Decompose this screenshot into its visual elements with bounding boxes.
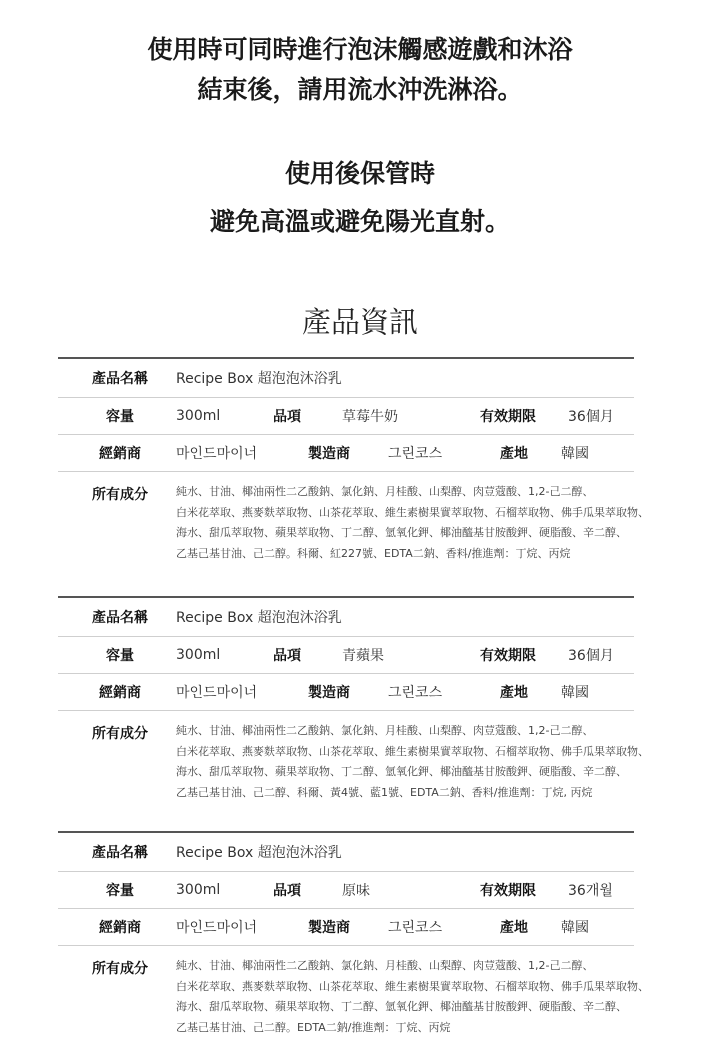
row-volume	[58, 398, 634, 435]
product-name: Recipe Box 超泡泡沐浴乳	[176, 371, 342, 387]
row-distributor	[58, 909, 634, 946]
row-volume	[58, 637, 634, 674]
row-ingredients	[58, 946, 649, 1038]
origin-value: 韓國	[561, 920, 589, 936]
label-volume: 容量	[106, 648, 134, 664]
label-origin: 產地	[500, 685, 528, 701]
label-distributor: 經銷商	[99, 685, 141, 701]
label-origin: 產地	[500, 920, 528, 936]
expiry-value: 36개월	[568, 883, 613, 899]
label-item: 品項	[273, 883, 301, 899]
ingredients-list	[176, 946, 649, 1038]
label-name: 產品名稱	[92, 610, 148, 626]
item-value: 草莓牛奶	[342, 409, 398, 425]
ingredients-line: 海水、甜瓜萃取物、蘋果萃取物、丁二醇、氫氧化鉀、椰油醯基甘胺酸鉀、硬脂酸、辛二醇、	[176, 765, 627, 779]
ingredients-line: 海水、甜瓜萃取物、蘋果萃取物、丁二醇、氫氧化鉀、椰油醯基甘胺酸鉀、硬脂酸、辛二醇、	[176, 1000, 627, 1014]
label-volume: 容量	[106, 883, 134, 899]
label-name: 產品名稱	[92, 845, 148, 861]
label-expiry: 有效期限	[480, 883, 536, 899]
ingredients-line: 純水、甘油、椰油兩性二乙酸鈉、氯化鈉、月桂酸、山梨醇、肉荳蔻酸、1,2-己二醇、	[176, 485, 594, 498]
row-volume	[58, 872, 634, 909]
storage-notice	[0, 150, 720, 246]
label-ingredients: 所有成分	[92, 487, 148, 503]
label-ingredients: 所有成分	[92, 726, 148, 742]
ingredients-line: 乙基己基甘油、己二醇、科爾、黃4號、藍1號、EDTA二鈉、香料/推進劑：丁烷, 丙烷	[176, 785, 593, 799]
distributor-value: 마인드마이너	[176, 446, 258, 462]
label-item: 品項	[273, 409, 301, 425]
label-name: 產品名稱	[92, 371, 148, 387]
usage-notice	[0, 30, 720, 110]
row-distributor	[58, 674, 634, 711]
maker-value: 그린코스	[388, 920, 443, 936]
label-volume: 容量	[106, 409, 134, 425]
volume-value: 300ml	[176, 408, 221, 424]
label-maker: 製造商	[308, 685, 350, 701]
ingredients-line: 純水、甘油、椰油兩性二乙酸鈉、氯化鈉、月桂酸、山梨醇、肉荳蔻酸、1,2-己二醇、	[176, 724, 594, 737]
label-expiry: 有效期限	[480, 409, 536, 425]
distributor-value: 마인드마이너	[176, 685, 258, 701]
notice-line-1: 使用時可同時進行泡沫觸感遊戲和沐浴	[147, 35, 573, 64]
row-ingredients	[58, 472, 649, 564]
row-name	[58, 359, 634, 398]
notice-line-3: 使用後保管時	[284, 159, 435, 188]
maker-value: 그린코스	[388, 685, 443, 701]
row-distributor	[58, 435, 634, 472]
ingredients-line: 乙基己基甘油、己二醇。EDTA二鈉/推進劑：丁烷、丙烷	[176, 1020, 451, 1034]
distributor-value: 마인드마이너	[176, 920, 258, 936]
product-info-table	[58, 831, 649, 1038]
ingredients-list	[176, 711, 649, 803]
volume-value: 300ml	[176, 647, 221, 663]
label-maker: 製造商	[308, 920, 350, 936]
notice-line-2: 結束後，請用流水沖洗淋浴。	[197, 75, 523, 104]
item-value: 青蘋果	[342, 648, 384, 664]
row-ingredients	[58, 711, 649, 803]
label-distributor: 經銷商	[99, 920, 141, 936]
ingredients-line: 白米花萃取、燕麥麩萃取物、山茶花萃取、維生素樹果實萃取物、石榴萃取物、佛手瓜果萃取物、	[176, 979, 649, 993]
expiry-value: 36個月	[568, 409, 614, 425]
row-name	[58, 598, 634, 637]
ingredients-line: 乙基己基甘油、己二醇。科爾、紅227號、EDTA二鈉、香料/推進劑：丁烷、丙烷	[176, 546, 571, 560]
label-item: 品項	[273, 648, 301, 664]
product-info-table	[58, 357, 649, 564]
ingredients-line: 海水、甜瓜萃取物、蘋果萃取物、丁二醇、氫氧化鉀、椰油醯基甘胺酸鉀、硬脂酸、辛二醇、	[176, 526, 627, 540]
origin-value: 韓國	[561, 685, 589, 701]
expiry-value: 36個月	[568, 648, 614, 664]
ingredients-line: 白米花萃取、燕麥麩萃取物、山茶花萃取、維生素樹果實萃取物、石榴萃取物、佛手瓜果萃取物、	[176, 505, 649, 519]
section-title: 產品資訊	[301, 305, 418, 339]
label-maker: 製造商	[308, 446, 350, 462]
ingredients-list	[176, 472, 649, 564]
label-expiry: 有效期限	[480, 648, 536, 664]
row-name	[58, 833, 634, 872]
product-name: Recipe Box 超泡泡沐浴乳	[176, 610, 342, 626]
volume-value: 300ml	[176, 882, 221, 898]
ingredients-line: 純水、甘油、椰油兩性二乙酸鈉、氯化鈉、月桂酸、山梨醇、肉荳蔻酸、1,2-己二醇、	[176, 959, 594, 972]
maker-value: 그린코스	[388, 446, 443, 462]
origin-value: 韓國	[561, 446, 589, 462]
label-ingredients: 所有成分	[92, 961, 148, 977]
item-value: 原味	[342, 883, 370, 899]
notice-line-4: 避免高溫或避免陽光直射。	[209, 207, 510, 236]
product-info-table	[58, 596, 649, 803]
label-origin: 產地	[500, 446, 528, 462]
product-name: Recipe Box 超泡泡沐浴乳	[176, 845, 342, 861]
ingredients-line: 白米花萃取、燕麥麩萃取物、山茶花萃取、維生素樹果實萃取物、石榴萃取物、佛手瓜果萃取物、	[176, 744, 649, 758]
label-distributor: 經銷商	[99, 446, 141, 462]
